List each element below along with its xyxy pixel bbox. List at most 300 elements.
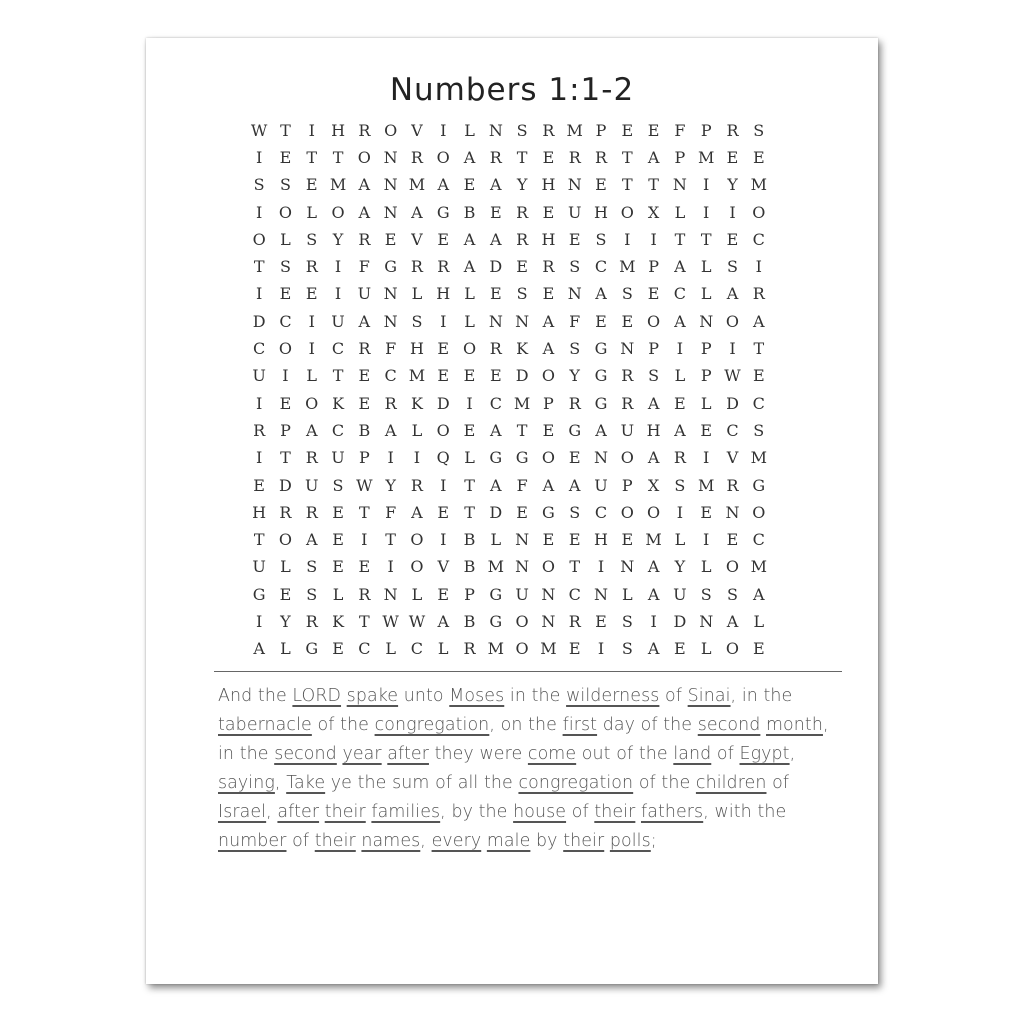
grid-letter: T [359,611,370,631]
search-word: their [314,831,356,851]
grid-letter: O [620,448,634,468]
grid-letter: G [594,339,608,359]
grid-letter: E [437,229,450,249]
grid-letter: A [358,202,371,222]
grid-letter: I [703,175,710,195]
grid-letter: W [356,475,373,495]
grid-letter: F [385,339,397,359]
passage-word: of [292,831,310,851]
passage-word: of [317,715,335,735]
grid-letter: O [541,366,555,386]
grid-row [246,417,786,444]
passage-word: the [257,686,287,706]
grid-letter: E [621,311,634,331]
grid-letter: G [489,584,503,604]
grid-letter: W [250,120,268,140]
punctuation: , [274,773,281,793]
grid-letter: T [569,557,581,577]
grid-letter: S [306,557,318,577]
grid-letter: S [332,475,344,495]
grid-letter: C [410,639,424,659]
grid-letter: E [489,202,502,222]
grid-letter: G [489,611,503,631]
grid-letter: E [647,120,660,140]
word-search-grid [246,117,786,663]
grid-letter: R [542,257,555,277]
grid-letter: M [645,530,662,550]
grid-letter: U [515,584,529,604]
grid-letter: S [306,229,318,249]
search-word: saying [218,773,275,793]
scripture-passage [218,682,838,856]
grid-letter: A [647,147,660,167]
grid-letter: D [489,257,503,277]
passage-word: the [528,715,557,735]
grid-letter: T [385,530,396,550]
grid-letter: N [699,611,714,631]
grid-letter: S [411,311,423,331]
grid-letter: V [726,448,739,468]
grid-letter: I [624,229,631,249]
grid-letter: E [542,202,555,222]
grid-letter: O [752,202,766,222]
grid-letter: E [279,584,292,604]
grid-letter: S [621,639,633,659]
grid-letter: E [621,530,634,550]
punctuation: , [489,715,495,735]
grid-letter: K [332,611,345,631]
grid-letter: R [410,257,423,277]
grid-letter: E [621,120,634,140]
grid-letter: A [647,557,660,577]
grid-letter: C [384,366,397,386]
grid-letter: C [331,420,345,440]
grid-letter: O [725,557,740,577]
punctuation: ; [650,831,657,851]
grid-letter: A [411,202,423,222]
grid-letter: F [674,120,686,140]
grid-letter: R [358,584,371,604]
search-word: Israel [218,802,267,822]
grid-letter: P [648,257,659,277]
grid-letter: N [515,530,530,550]
passage-word: they [434,744,474,764]
grid-letter: M [408,175,426,195]
passage-word: the [340,715,369,735]
search-word: after [277,802,320,822]
grid-letter: L [700,257,712,277]
passage-word: by [451,802,473,822]
grid-letter: M [566,120,583,140]
grid-letter: T [700,229,712,249]
grid-letter: B [463,202,476,222]
grid-letter: A [726,611,739,631]
grid-letter: I [440,530,447,550]
grid-letter: K [410,393,423,413]
grid-row [246,253,786,280]
grid-letter: C [358,639,371,659]
search-word: year [342,744,382,764]
grid-letter: A [490,229,502,249]
grid-row [246,308,786,335]
grid-letter: A [647,448,660,468]
grid-letter: U [305,475,319,495]
grid-letter: P [595,120,607,140]
grid-letter: R [594,147,608,167]
grid-letter: I [729,202,736,222]
grid-row [246,172,786,199]
grid-letter: T [516,420,528,440]
search-word: every [431,831,482,851]
grid-letter: A [305,420,318,440]
grid-letter: B [463,611,476,631]
grid-letter: I [703,202,710,222]
grid-row [246,636,786,663]
grid-letter: E [279,284,292,304]
grid-letter: W [724,366,741,386]
grid-letter: L [280,229,291,249]
grid-letter: P [543,393,554,413]
grid-letter: G [568,420,582,440]
grid-letter: A [490,475,502,495]
grid-row [246,526,786,553]
grid-letter: I [597,639,605,659]
passage-word: sum [392,773,430,793]
grid-letter: C [253,339,266,359]
grid-letter: L [411,284,423,304]
grid-row [246,445,786,472]
grid-letter: Y [385,475,396,495]
grid-letter: A [647,584,660,604]
grid-letter: O [436,420,450,440]
grid-letter: E [279,393,292,413]
grid-letter: R [253,420,266,440]
grid-letter: G [384,257,398,277]
passage-word: the [478,802,508,822]
search-word: male [486,831,531,851]
grid-letter: T [253,530,265,550]
grid-letter: E [463,175,476,195]
passage-word: the [638,744,668,764]
grid-letter: L [411,420,423,440]
grid-letter: R [516,202,529,222]
grid-letter: E [752,639,765,659]
grid-letter: E [542,284,555,304]
passage-word: unto [403,686,444,706]
grid-letter: L [280,639,291,659]
grid-letter: A [647,393,660,413]
grid-row [246,608,786,635]
grid-letter: N [672,175,687,195]
grid-letter: R [726,120,739,140]
punctuation: , [420,831,426,851]
grid-letter: A [490,420,502,440]
grid-letter: R [568,611,581,631]
grid-letter: T [253,257,265,277]
grid-letter: I [440,120,447,140]
grid-letter: S [516,284,528,304]
grid-letter: O [436,147,450,167]
grid-letter: R [752,284,765,304]
grid-letter: E [279,147,292,167]
grid-letter: N [515,311,530,331]
grid-letter: R [489,147,502,167]
grid-letter: R [621,366,634,386]
grid-letter: L [674,530,686,550]
grid-letter: M [698,147,715,167]
grid-letter: O [620,202,634,222]
passage-word: the [757,802,787,822]
search-word: LORD [292,686,342,706]
grid-letter: R [358,339,371,359]
grid-letter: H [436,284,451,304]
grid-letter: E [437,366,450,386]
grid-letter: E [384,229,397,249]
grid-letter: I [308,120,315,140]
search-word: second [697,715,761,735]
grid-letter: L [332,584,344,604]
search-word: second [274,744,337,764]
grid-letter: A [542,339,555,359]
search-word: Sinai [687,686,731,706]
search-word: number [218,831,287,851]
passage-word: all [457,773,479,793]
grid-letter: C [568,584,581,604]
grid-letter: E [595,311,607,331]
grid-letter: E [700,502,713,522]
grid-letter: E [568,229,581,249]
grid-letter: E [568,639,581,659]
grid-letter: S [727,584,738,604]
grid-letter: I [334,284,342,304]
passage-word: in [218,744,235,764]
grid-letter: A [463,229,476,249]
grid-letter: I [255,147,263,167]
grid-letter: M [487,639,505,659]
passage-word: ye [330,773,352,793]
grid-letter: T [280,120,291,140]
grid-letter: D [515,366,529,386]
grid-letter: A [726,284,739,304]
search-word: Take [286,773,326,793]
search-word: their [324,802,366,822]
search-word: after [387,744,429,764]
grid-letter: E [595,175,607,195]
grid-row [246,335,786,362]
grid-letter: O [647,502,661,522]
grid-letter: I [255,448,263,468]
grid-letter: L [464,120,475,140]
grid-letter: S [253,175,265,195]
grid-letter: O [541,448,555,468]
grid-letter: P [700,339,712,359]
search-word: their [594,802,636,822]
grid-letter: L [411,584,423,604]
grid-row [246,281,786,308]
passage-word: of [640,715,658,735]
grid-letter: C [752,229,765,249]
grid-letter: L [464,311,475,331]
passage-word: out [581,744,611,764]
grid-letter: A [384,420,397,440]
passage-word: day [602,715,636,735]
grid-letter: D [436,393,450,413]
grid-letter: P [674,147,686,167]
grid-letter: P [700,120,712,140]
grid-letter: F [385,502,397,522]
grid-letter: H [594,202,608,222]
grid-letter: E [358,393,371,413]
grid-letter: P [648,339,659,359]
grid-letter: C [752,530,765,550]
grid-letter: S [753,120,765,140]
passage-word: with [714,802,752,822]
grid-letter: O [752,502,766,522]
grid-letter: I [413,448,421,468]
search-word: congregation [518,773,634,793]
grid-letter: E [516,257,528,277]
grid-letter: I [729,339,736,359]
grid-letter: R [673,448,686,468]
grid-letter: E [437,584,450,604]
grid-row [246,226,786,253]
grid-letter: L [464,284,475,304]
grid-letter: A [568,475,581,495]
grid-letter: R [437,257,450,277]
grid-letter: T [280,448,291,468]
search-word: land [673,744,712,764]
grid-letter: U [567,202,582,222]
grid-letter: A [674,311,686,331]
grid-letter: T [674,229,686,249]
grid-letter: P [280,420,291,440]
grid-letter: Y [332,229,344,249]
grid-letter: N [594,584,608,604]
grid-letter: I [466,393,473,413]
punctuation: , [440,802,446,822]
grid-letter: P [464,584,475,604]
grid-letter: N [567,284,582,304]
grid-letter: K [516,339,529,359]
grid-letter: E [542,530,555,550]
grid-letter: W [408,611,426,631]
grid-letter: A [674,420,686,440]
grid-letter: E [332,530,344,550]
grid-letter: O [620,502,634,522]
grid-letter: I [676,502,684,522]
grid-letter: U [594,475,608,495]
grid-letter: S [569,339,581,359]
passage-word: of [772,773,790,793]
grid-letter: E [332,502,344,522]
grid-letter: N [725,502,740,522]
grid-letter: O [305,393,319,413]
grid-letter: O [278,530,292,550]
search-word: first [562,715,598,735]
grid-letter: E [595,611,607,631]
grid-letter: I [387,557,394,577]
punctuation: , [789,744,796,764]
grid-letter: B [463,530,476,550]
grid-letter: S [674,475,686,495]
grid-letter: I [440,475,447,495]
grid-letter: I [255,393,263,413]
grid-letter: G [542,502,555,522]
grid-letter: S [621,284,633,304]
grid-letter: I [597,557,605,577]
grid-letter: I [334,257,342,277]
grid-letter: H [541,229,556,249]
grid-letter: T [648,175,659,195]
grid-letter: I [703,530,710,550]
grid-letter: L [306,202,318,222]
grid-letter: I [703,448,710,468]
grid-letter: O [410,530,424,550]
grid-letter: N [620,557,635,577]
grid-letter: O [278,339,292,359]
grid-letter: M [487,557,505,577]
grid-letter: M [408,366,426,386]
grid-letter: R [305,611,318,631]
grid-letter: N [541,584,556,604]
grid-row [246,499,786,526]
grid-letter: A [463,147,476,167]
grid-letter: A [647,639,660,659]
grid-letter: R [621,393,634,413]
grid-letter: I [755,257,762,277]
passage-word: of [716,744,734,764]
grid-letter: A [753,584,765,604]
grid-letter: T [332,366,344,386]
grid-letter: R [568,147,581,167]
grid-letter: S [595,229,607,249]
grid-row [246,554,786,581]
grid-letter: Y [280,611,291,631]
grid-letter: I [650,229,657,249]
passage-word: of [435,773,453,793]
grid-letter: E [700,420,713,440]
grid-letter: S [279,257,291,277]
grid-row [246,472,786,499]
search-word: wilderness [566,686,660,706]
grid-letter: E [489,284,502,304]
grid-letter: T [516,147,528,167]
passage-word: the [763,686,793,706]
grid-letter: O [462,339,477,359]
grid-letter: N [383,284,398,304]
search-word: house [513,802,567,822]
divider [214,671,842,672]
grid-letter: E [726,147,739,167]
grid-letter: C [673,284,687,304]
grid-letter: I [282,366,289,386]
search-word: children [695,773,767,793]
grid-letter: S [279,175,291,195]
grid-letter: R [516,229,529,249]
grid-letter: T [306,147,318,167]
grid-letter: R [305,448,318,468]
search-word: month [766,715,823,735]
grid-letter: E [752,147,765,167]
grid-letter: N [383,147,398,167]
grid-letter: P [621,475,633,495]
grid-letter: E [437,339,450,359]
grid-letter: E [463,366,476,386]
grid-letter: P [358,448,370,468]
page-title: Numbers 1:1-2 [389,72,635,108]
grid-letter: N [488,120,503,140]
search-word: names [361,831,421,851]
